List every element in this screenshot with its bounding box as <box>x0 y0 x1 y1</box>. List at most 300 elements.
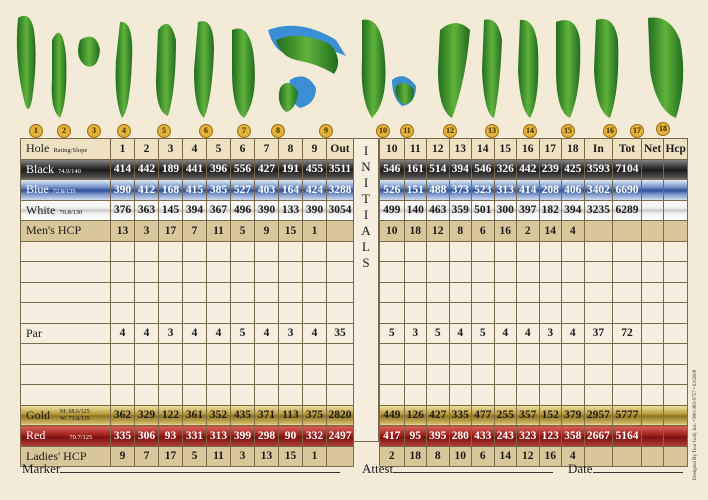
yardage-cell: 145 <box>159 200 183 221</box>
score-cell[interactable] <box>472 364 495 385</box>
score-cell[interactable] <box>231 385 255 406</box>
yardage-cell: 332 <box>303 426 327 447</box>
date-line[interactable] <box>593 461 683 473</box>
hole-header-cell: 7 <box>255 139 279 160</box>
score-cell[interactable] <box>380 241 405 262</box>
hcp-cell: 8 <box>449 221 472 242</box>
yardage-cell: 358 <box>562 426 585 447</box>
yardage-cell: 412 <box>135 180 159 201</box>
header-row <box>21 139 354 160</box>
score-cell[interactable] <box>255 303 279 324</box>
score-name-cell[interactable] <box>21 262 111 283</box>
yardage-cell: 463 <box>427 200 450 221</box>
score-cell[interactable] <box>584 282 613 303</box>
score-cell[interactable] <box>494 344 517 365</box>
yardage-cell: 361 <box>183 405 207 426</box>
score-cell[interactable] <box>303 364 327 385</box>
hcp-cell: 8 <box>427 446 450 467</box>
hcp-cell: 3 <box>135 221 159 242</box>
score-cell[interactable] <box>641 262 664 283</box>
score-cell[interactable] <box>135 344 159 365</box>
score-cell[interactable] <box>517 385 540 406</box>
score-cell[interactable] <box>159 344 183 365</box>
score-name-cell[interactable] <box>21 385 111 406</box>
score-cell[interactable] <box>664 262 688 283</box>
score-cell[interactable] <box>664 385 688 406</box>
hcp-input-cell[interactable] <box>664 200 688 221</box>
score-name-cell[interactable] <box>21 344 111 365</box>
score-cell[interactable] <box>427 303 450 324</box>
yardage-cell: 435 <box>231 405 255 426</box>
par-cell: 4 <box>562 323 585 344</box>
score-cell[interactable] <box>539 241 562 262</box>
yardage-cell: 363 <box>135 200 159 221</box>
score-cell[interactable] <box>449 262 472 283</box>
score-cell[interactable] <box>494 385 517 406</box>
score-cell[interactable] <box>517 364 540 385</box>
hole-header-cell: 6 <box>231 139 255 160</box>
score-cell[interactable] <box>159 262 183 283</box>
hcp-cell: 4 <box>562 446 585 467</box>
score-cell[interactable] <box>449 385 472 406</box>
yardage-cell: 239 <box>539 159 562 180</box>
par-cell: 3 <box>279 323 303 344</box>
hole-header-cell: 17 <box>539 139 562 160</box>
score-cell[interactable] <box>380 364 405 385</box>
score-cell[interactable] <box>562 241 585 262</box>
score-cell[interactable] <box>111 241 135 262</box>
score-cell[interactable] <box>584 385 613 406</box>
score-cell[interactable] <box>449 344 472 365</box>
score-cell[interactable] <box>327 344 354 365</box>
score-cell[interactable] <box>380 262 405 283</box>
score-cell[interactable] <box>231 364 255 385</box>
score-cell[interactable] <box>135 241 159 262</box>
score-cell[interactable] <box>584 344 613 365</box>
score-cell[interactable] <box>472 385 495 406</box>
score-cell[interactable] <box>111 344 135 365</box>
hcp-cell: 10 <box>380 221 405 242</box>
score-cell[interactable] <box>279 262 303 283</box>
yardage-cell: 3235 <box>584 200 613 221</box>
score-cell[interactable] <box>183 344 207 365</box>
score-cell[interactable] <box>539 385 562 406</box>
hcp-input-cell[interactable] <box>664 323 688 344</box>
score-name-cell[interactable] <box>21 303 111 324</box>
hole-diagrams-art <box>0 0 708 140</box>
score-cell[interactable] <box>404 241 427 262</box>
score-row <box>380 241 688 262</box>
score-cell[interactable] <box>404 303 427 324</box>
par-row <box>380 323 688 344</box>
score-cell[interactable] <box>159 241 183 262</box>
attest-field[interactable] <box>362 461 553 477</box>
score-cell[interactable] <box>135 385 159 406</box>
score-cell[interactable] <box>303 241 327 262</box>
score-cell[interactable] <box>327 303 354 324</box>
score-cell[interactable] <box>449 241 472 262</box>
hole-header-cell: 5 <box>207 139 231 160</box>
net-cell[interactable] <box>641 200 664 221</box>
score-cell[interactable] <box>427 241 450 262</box>
initials-letter: I <box>363 143 369 158</box>
initials-letter: A <box>361 223 371 238</box>
score-cell[interactable] <box>641 364 664 385</box>
yardage-cell: 133 <box>279 200 303 221</box>
score-cell[interactable] <box>231 262 255 283</box>
score-cell[interactable] <box>584 262 613 283</box>
yardage-cell: 455 <box>303 159 327 180</box>
score-cell[interactable] <box>255 344 279 365</box>
score-cell[interactable] <box>255 385 279 406</box>
score-cell[interactable] <box>380 282 405 303</box>
white-tee-row <box>21 200 354 221</box>
score-cell[interactable] <box>207 262 231 283</box>
score-name-cell[interactable] <box>21 241 111 262</box>
score-cell[interactable] <box>664 364 688 385</box>
par-cell: 72 <box>613 323 642 344</box>
score-cell[interactable] <box>111 282 135 303</box>
score-cell[interactable] <box>207 282 231 303</box>
score-cell[interactable] <box>404 262 427 283</box>
score-cell[interactable] <box>494 241 517 262</box>
score-row <box>21 344 354 365</box>
score-cell[interactable] <box>562 385 585 406</box>
score-cell[interactable] <box>380 385 405 406</box>
yardage-cell: 375 <box>303 405 327 426</box>
score-cell[interactable] <box>183 364 207 385</box>
hcp-cell: 10 <box>449 446 472 467</box>
score-cell[interactable] <box>562 282 585 303</box>
score-cell[interactable] <box>279 241 303 262</box>
hole-number-badge: 17 <box>630 124 644 138</box>
score-cell[interactable] <box>517 303 540 324</box>
score-cell[interactable] <box>427 262 450 283</box>
score-cell[interactable] <box>641 344 664 365</box>
score-cell[interactable] <box>584 241 613 262</box>
score-cell[interactable] <box>613 282 642 303</box>
yardage-cell: 556 <box>231 159 255 180</box>
score-cell[interactable] <box>327 364 354 385</box>
score-cell[interactable] <box>231 344 255 365</box>
hcp-cell <box>664 221 688 242</box>
hcp-cell: 5 <box>231 221 255 242</box>
score-cell[interactable] <box>279 282 303 303</box>
score-cell[interactable] <box>183 303 207 324</box>
gold-tee-row <box>380 405 688 426</box>
score-cell[interactable] <box>183 262 207 283</box>
score-cell[interactable] <box>380 344 405 365</box>
score-cell[interactable] <box>517 344 540 365</box>
score-cell[interactable] <box>303 262 327 283</box>
hcp-cell: 1 <box>303 221 327 242</box>
score-cell[interactable] <box>231 303 255 324</box>
score-cell[interactable] <box>159 303 183 324</box>
yardage-cell: 6289 <box>613 200 642 221</box>
score-cell[interactable] <box>539 262 562 283</box>
hole-header-cell: 1 <box>111 139 135 160</box>
hole-number-badge: 10 <box>376 124 390 138</box>
par-cell: 3 <box>404 323 427 344</box>
score-cell[interactable] <box>641 241 664 262</box>
score-cell[interactable] <box>584 303 613 324</box>
hcp-input-cell[interactable] <box>664 159 688 180</box>
score-cell[interactable] <box>207 303 231 324</box>
yardage-cell: 427 <box>427 405 450 426</box>
score-cell[interactable] <box>303 344 327 365</box>
par-cell: 37 <box>584 323 613 344</box>
par-cell: 5 <box>380 323 405 344</box>
hcp-cell: 17 <box>159 446 183 467</box>
yardage-cell: 390 <box>303 200 327 221</box>
score-cell[interactable] <box>303 385 327 406</box>
score-cell[interactable] <box>135 282 159 303</box>
score-cell[interactable] <box>380 303 405 324</box>
score-cell[interactable] <box>135 364 159 385</box>
hole-number-badge: 6 <box>199 124 213 138</box>
score-cell[interactable] <box>641 282 664 303</box>
score-cell[interactable] <box>539 364 562 385</box>
hcp-cell <box>641 221 664 242</box>
score-cell[interactable] <box>111 262 135 283</box>
net-cell[interactable] <box>641 323 664 344</box>
score-cell[interactable] <box>472 262 495 283</box>
hole-header-cell: 2 <box>135 139 159 160</box>
net-cell[interactable] <box>641 426 664 447</box>
hcp-input-cell[interactable] <box>664 405 688 426</box>
hole-number-badge: 9 <box>319 124 333 138</box>
score-cell[interactable] <box>664 344 688 365</box>
score-cell[interactable] <box>641 303 664 324</box>
score-cell[interactable] <box>327 262 354 283</box>
score-cell[interactable] <box>279 364 303 385</box>
score-cell[interactable] <box>494 282 517 303</box>
score-cell[interactable] <box>517 241 540 262</box>
yardage-cell: 182 <box>539 200 562 221</box>
score-cell[interactable] <box>427 344 450 365</box>
score-cell[interactable] <box>183 385 207 406</box>
yardage-cell: 168 <box>159 180 183 201</box>
yardage-cell: 397 <box>517 200 540 221</box>
score-cell[interactable] <box>664 241 688 262</box>
gold-tee-row <box>21 405 354 426</box>
score-cell[interactable] <box>472 344 495 365</box>
score-cell[interactable] <box>539 282 562 303</box>
score-cell[interactable] <box>111 303 135 324</box>
score-cell[interactable] <box>449 364 472 385</box>
net-cell[interactable] <box>641 180 664 201</box>
yardage-cell: 352 <box>207 405 231 426</box>
par-row <box>21 323 354 344</box>
score-cell[interactable] <box>404 282 427 303</box>
initials-letter: L <box>362 239 370 254</box>
yardage-cell: 362 <box>111 405 135 426</box>
score-cell[interactable] <box>404 364 427 385</box>
score-cell[interactable] <box>449 282 472 303</box>
yardage-cell: 394 <box>449 159 472 180</box>
score-cell[interactable] <box>427 282 450 303</box>
score-cell[interactable] <box>135 303 159 324</box>
score-row <box>21 262 354 283</box>
yardage-cell: 335 <box>111 426 135 447</box>
yardage-cell: 546 <box>380 159 405 180</box>
score-cell[interactable] <box>207 364 231 385</box>
hcp-cell: 4 <box>562 221 585 242</box>
yardage-cell: 526 <box>380 180 405 201</box>
yardage-cell: 488 <box>427 180 450 201</box>
score-cell[interactable] <box>494 364 517 385</box>
hole-header-cell: 11 <box>404 139 427 160</box>
yardage-cell: 3288 <box>327 180 354 201</box>
score-row <box>380 344 688 365</box>
score-cell[interactable] <box>159 364 183 385</box>
score-cell[interactable] <box>327 385 354 406</box>
score-cell[interactable] <box>404 344 427 365</box>
hole-number-badge: 16 <box>603 124 617 138</box>
par-cell: 4 <box>517 323 540 344</box>
score-name-cell[interactable] <box>21 282 111 303</box>
marker-line[interactable] <box>60 461 340 473</box>
date-label: Date <box>568 461 593 476</box>
score-cell[interactable] <box>159 385 183 406</box>
score-cell[interactable] <box>427 364 450 385</box>
score-cell[interactable] <box>327 241 354 262</box>
attest-line[interactable] <box>393 461 553 473</box>
score-cell[interactable] <box>641 385 664 406</box>
score-cell[interactable] <box>255 241 279 262</box>
hole-number-badge: 11 <box>400 124 414 138</box>
hole-header-cell: 12 <box>427 139 450 160</box>
tee-label: White 70.8/130 <box>21 200 111 221</box>
net-cell[interactable] <box>641 159 664 180</box>
score-cell[interactable] <box>279 303 303 324</box>
score-cell[interactable] <box>613 364 642 385</box>
par-cell: 5 <box>472 323 495 344</box>
score-cell[interactable] <box>303 303 327 324</box>
score-cell[interactable] <box>427 385 450 406</box>
initials-letter: T <box>362 191 370 206</box>
score-cell[interactable] <box>449 303 472 324</box>
hole-number-badge: 1 <box>29 124 43 138</box>
score-cell[interactable] <box>231 282 255 303</box>
score-cell[interactable] <box>207 344 231 365</box>
score-cell[interactable] <box>111 385 135 406</box>
hcp-cell <box>584 221 613 242</box>
hcp-cell: 9 <box>255 221 279 242</box>
yardage-cell: 477 <box>472 405 495 426</box>
score-cell[interactable] <box>517 262 540 283</box>
hole-number-badge: 12 <box>443 124 457 138</box>
hcp-cell <box>327 221 354 242</box>
score-cell[interactable] <box>562 262 585 283</box>
score-cell[interactable] <box>183 282 207 303</box>
score-name-cell[interactable] <box>21 364 111 385</box>
yardage-cell: 113 <box>279 405 303 426</box>
score-cell[interactable] <box>613 262 642 283</box>
hcp-cell: 1 <box>303 446 327 467</box>
yardage-cell: 449 <box>380 405 405 426</box>
score-cell[interactable] <box>517 282 540 303</box>
score-cell[interactable] <box>539 303 562 324</box>
score-cell[interactable] <box>255 282 279 303</box>
score-cell[interactable] <box>279 344 303 365</box>
designer-credit: Designed By Tour Golf, Inc. • 800-383-9757 • 03/2008 <box>693 369 698 480</box>
yardage-cell: 390 <box>255 200 279 221</box>
net-cell[interactable] <box>641 405 664 426</box>
score-cell[interactable] <box>303 282 327 303</box>
score-cell[interactable] <box>613 241 642 262</box>
score-cell[interactable] <box>207 241 231 262</box>
score-cell[interactable] <box>664 282 688 303</box>
score-cell[interactable] <box>327 282 354 303</box>
hcp-input-cell[interactable] <box>664 426 688 447</box>
par-cell: 3 <box>539 323 562 344</box>
hole-number-badge: 7 <box>237 124 251 138</box>
yardage-cell: 442 <box>135 159 159 180</box>
score-cell[interactable] <box>472 241 495 262</box>
score-cell[interactable] <box>135 262 159 283</box>
yardage-cell: 395 <box>427 426 450 447</box>
yardage-cell: 442 <box>517 159 540 180</box>
score-cell[interactable] <box>494 303 517 324</box>
score-row <box>380 262 688 283</box>
score-cell[interactable] <box>562 344 585 365</box>
score-cell[interactable] <box>584 364 613 385</box>
score-cell[interactable] <box>404 385 427 406</box>
score-row <box>380 385 688 406</box>
yardage-cell: 376 <box>111 200 135 221</box>
yardage-cell: 371 <box>255 405 279 426</box>
hcp-cell: 13 <box>255 446 279 467</box>
score-cell[interactable] <box>472 282 495 303</box>
hole-header-cell: 8 <box>279 139 303 160</box>
hole-diagrams <box>0 0 708 140</box>
score-cell[interactable] <box>562 303 585 324</box>
yardage-cell: 373 <box>449 180 472 201</box>
score-cell[interactable] <box>664 303 688 324</box>
score-cell[interactable] <box>159 282 183 303</box>
yardage-cell: 313 <box>494 180 517 201</box>
yardage-cell: 357 <box>517 405 540 426</box>
score-cell[interactable] <box>183 241 207 262</box>
score-cell[interactable] <box>494 262 517 283</box>
hcp-cell: 2 <box>517 221 540 242</box>
score-cell[interactable] <box>279 385 303 406</box>
score-cell[interactable] <box>613 344 642 365</box>
hcp-cell: 12 <box>517 446 540 467</box>
par-cell: 4 <box>255 323 279 344</box>
yardage-cell: 191 <box>279 159 303 180</box>
hcp-input-cell[interactable] <box>664 180 688 201</box>
score-cell[interactable] <box>539 344 562 365</box>
hcp-cell: 17 <box>159 221 183 242</box>
score-cell[interactable] <box>255 262 279 283</box>
score-cell[interactable] <box>255 364 279 385</box>
score-cell[interactable] <box>231 241 255 262</box>
date-field[interactable] <box>568 461 683 477</box>
score-cell[interactable] <box>562 364 585 385</box>
marker-field[interactable] <box>22 461 340 477</box>
score-cell[interactable] <box>613 303 642 324</box>
score-cell[interactable] <box>613 385 642 406</box>
yardage-cell: 390 <box>111 180 135 201</box>
initials-column[interactable] <box>353 138 379 442</box>
yardage-cell: 326 <box>494 159 517 180</box>
score-cell[interactable] <box>111 364 135 385</box>
score-cell[interactable] <box>472 303 495 324</box>
par-cell: 4 <box>207 323 231 344</box>
score-cell[interactable] <box>207 385 231 406</box>
